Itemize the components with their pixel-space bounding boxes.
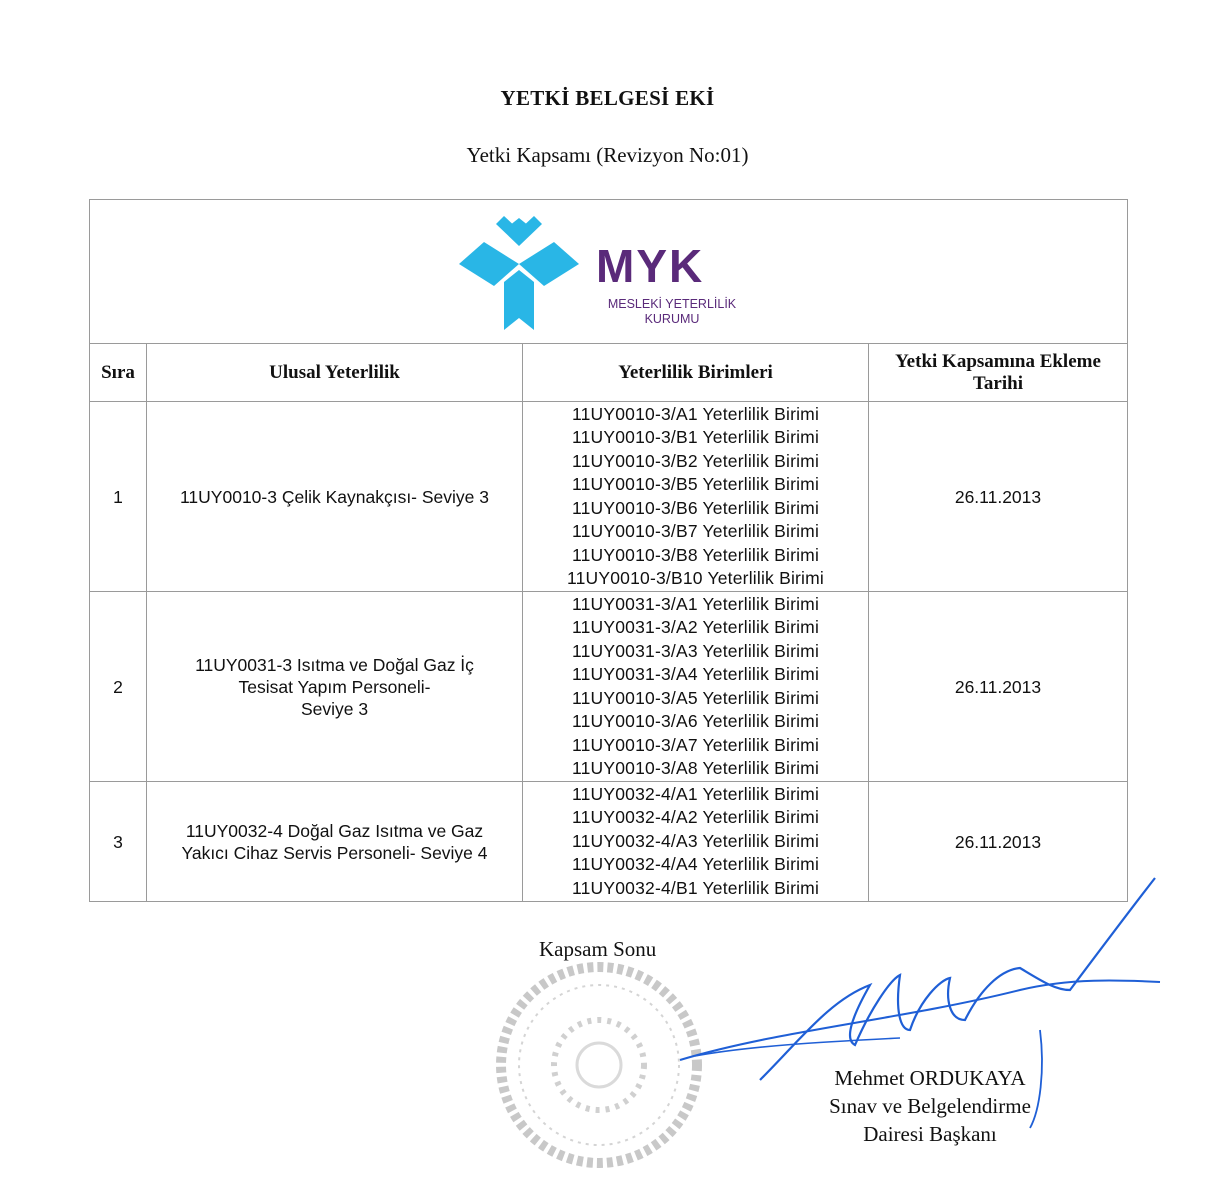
unit-item: 11UY0031-3/A4 Yeterlilik Birimi (571, 664, 820, 684)
row-date: 26.11.2013 (869, 782, 1128, 902)
signer-name: Mehmet ORDUKAYA (834, 1066, 1026, 1090)
document-title: YETKİ BELGESİ EKİ (500, 86, 715, 110)
unit-item: 11UY0032-4/A2 Yeterlilik Birimi (571, 807, 820, 828)
signature-block (800, 1064, 1060, 1148)
unit-item: 11UY0010-3/B7 Yeterlilik Birimi (571, 521, 820, 541)
document-subtitle: Yetki Kapsamı (Revizyon No:01) (466, 143, 749, 167)
scope-table (89, 199, 1128, 902)
unit-item: 11UY0031-3/A3 Yeterlilik Birimi (571, 640, 820, 661)
myk-subtext-line1: MESLEKİ YETERLİLİK (607, 296, 736, 311)
row-date: 26.11.2013 (869, 592, 1128, 782)
row-sira: 1 (90, 402, 147, 592)
unit-item: 11UY0031-3/A1 Yeterlilik Birimi (571, 593, 820, 614)
logo-cell (90, 200, 1128, 344)
signer-title-line2: Dairesi Başkanı (863, 1122, 997, 1146)
header-yeterlilik-birimleri: Yeterlilik Birimleri (523, 344, 869, 402)
myk-wordmark: MYK (595, 239, 704, 292)
unit-item: 11UY0010-3/B2 Yeterlilik Birimi (571, 450, 820, 471)
unit-item: 11UY0010-3/A8 Yeterlilik Birimi (571, 758, 820, 778)
unit-item: 11UY0031-3/A2 Yeterlilik Birimi (571, 617, 820, 637)
row-units (523, 592, 869, 782)
signer-title-line1: Sınav ve Belgelendirme (829, 1094, 1031, 1118)
myk-subtext-line2: KURUMU (644, 311, 699, 326)
qualification-line: Yakıcı Cihaz Servis Personeli- Seviye 4 (181, 842, 488, 863)
unit-item: 11UY0010-3/B1 Yeterlilik Birimi (571, 427, 820, 447)
unit-item: 11UY0032-4/B1 Yeterlilik Birimi (571, 877, 820, 898)
row-sira: 2 (90, 592, 147, 782)
scope-end-label: Kapsam Sonu (539, 937, 657, 961)
unit-item: 11UY0010-3/A1 Yeterlilik Birimi (571, 403, 820, 424)
unit-item: 11UY0010-3/A5 Yeterlilik Birimi (571, 687, 820, 708)
header-ekleme-tarihi-line1: Yetki Kapsamına Ekleme (895, 350, 1101, 372)
row-qualification (147, 402, 523, 592)
row-qualification (147, 592, 523, 782)
row-sira: 3 (90, 782, 147, 902)
unit-item: 11UY0032-4/A4 Yeterlilik Birimi (571, 854, 820, 875)
table-row (90, 592, 1128, 782)
qualification-line: 11UY0032-4 Doğal Gaz Isıtma ve Gaz (185, 820, 484, 841)
qualification-line: 11UY0010-3 Çelik Kaynakçısı- Seviye 3 (180, 486, 489, 507)
unit-item: 11UY0010-3/A7 Yeterlilik Birimi (571, 734, 820, 755)
row-units (523, 402, 869, 592)
qualification-line: Tesisat Yapım Personeli- (238, 676, 431, 697)
header-ekleme-tarihi-line2: Tarihi (973, 372, 1023, 394)
unit-item: 11UY0032-4/A1 Yeterlilik Birimi (571, 783, 820, 804)
header-ulusal-yeterlilik: Ulusal Yeterlilik (147, 344, 523, 402)
row-qualification (147, 782, 523, 902)
unit-item: 11UY0010-3/A6 Yeterlilik Birimi (571, 711, 820, 731)
header-sira: Sıra (90, 344, 147, 402)
unit-item: 11UY0010-3/B6 Yeterlilik Birimi (571, 497, 820, 518)
header-ekleme-tarihi (869, 344, 1128, 402)
table-row (90, 402, 1128, 592)
unit-item: 11UY0010-3/B8 Yeterlilik Birimi (571, 544, 820, 565)
myk-emblem-icon (459, 216, 579, 330)
myk-logo (454, 212, 764, 332)
qualification-line: 11UY0031-3 Isıtma ve Doğal Gaz İç (195, 654, 474, 675)
table-header-row (90, 344, 1128, 402)
unit-item: 11UY0032-4/A3 Yeterlilik Birimi (571, 830, 820, 851)
qualification-line: Seviye 3 (300, 698, 369, 719)
row-date: 26.11.2013 (869, 402, 1128, 592)
unit-item: 11UY0010-3/B10 Yeterlilik Birimi (566, 568, 825, 588)
unit-item: 11UY0010-3/B5 Yeterlilik Birimi (571, 474, 820, 494)
